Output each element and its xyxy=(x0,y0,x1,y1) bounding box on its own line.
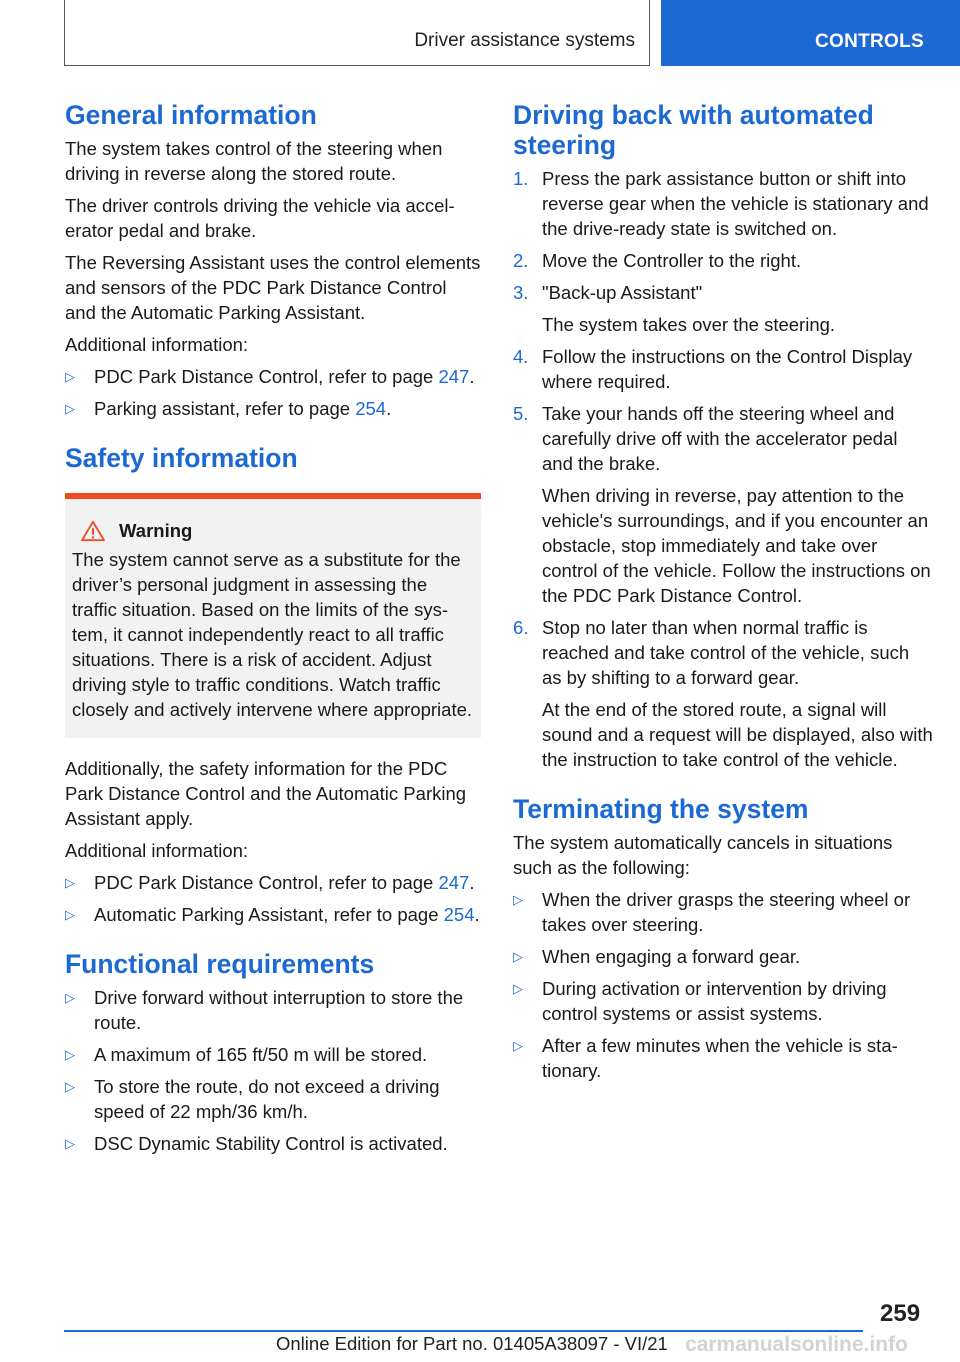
step-number: 3. xyxy=(513,282,529,303)
list-item-text: PDC Park Distance Control, refer to page xyxy=(94,872,439,893)
general-paragraph-3: The Reversing Assistant uses the control elements and sensors of the PDC Park Distance Control and the Automatic Parking Assistant. xyxy=(65,252,481,323)
page-link-247[interactable]: 247 xyxy=(438,872,470,893)
step-number: 5. xyxy=(513,403,529,424)
terminating-bullet-list xyxy=(513,887,933,1083)
triangle-right-outline-icon: ▷ xyxy=(513,949,523,964)
general-paragraph-2: The driver controls driving the vehicle via accelerator pedal and brake. xyxy=(65,195,455,241)
driving-back-heading: Driving back with automated steering xyxy=(513,100,874,160)
step-subtext: The system takes over the steering. xyxy=(542,314,836,335)
triangle-right-outline-icon: ▷ xyxy=(65,907,75,922)
terminating-paragraph: The system automatically cancels in situations such as the following: xyxy=(513,832,893,878)
list-item xyxy=(65,364,481,389)
triangle-right-outline-icon: ▷ xyxy=(513,981,523,996)
list-item-text: DSC Dynamic Stability Control is activated. xyxy=(94,1133,448,1154)
step-text: Take your hands off the steering wheel and carefully drive off with the accelerator pedal and the brake. xyxy=(542,403,898,474)
triangle-right-outline-icon: ▷ xyxy=(65,369,75,384)
list-item xyxy=(513,344,933,394)
step-text: Move the Controller to the right. xyxy=(542,250,802,271)
step-number: 6. xyxy=(513,617,529,638)
list-item xyxy=(513,248,933,273)
driving-steps-list xyxy=(513,166,933,772)
triangle-right-outline-icon: ▷ xyxy=(65,1047,75,1062)
step-number: 2. xyxy=(513,250,529,271)
header-chapter-title: CONTROLS xyxy=(815,31,925,52)
list-item xyxy=(65,1074,481,1124)
functional-requirements-heading: Functional requirements xyxy=(65,949,375,979)
terminating-system-heading: Terminating the system xyxy=(513,794,809,824)
step-text: Stop no later than when normal traffic is reached and take control of the vehicle, such as by shifting to a forward gear. xyxy=(542,617,910,688)
list-item xyxy=(65,1042,481,1067)
list-item xyxy=(513,280,933,337)
list-item xyxy=(513,401,933,608)
list-item xyxy=(65,985,481,1035)
list-item-text: Parking assistant, refer to page xyxy=(94,398,356,419)
header-section-box xyxy=(64,0,650,66)
list-item-text: To store the route, do not exceed a driving speed of 22 mph/36 km/h. xyxy=(94,1076,440,1122)
triangle-right-outline-icon: ▷ xyxy=(65,875,75,890)
list-item xyxy=(513,887,933,937)
step-number: 1. xyxy=(513,168,529,189)
footer-divider xyxy=(64,1330,863,1332)
safety-paragraph-2: Additional information: xyxy=(65,840,249,861)
triangle-right-outline-icon: ▷ xyxy=(65,990,75,1005)
step-text: Follow the instructions on the Control Display where required. xyxy=(542,346,913,392)
safety-paragraph-1: Additionally, the safety information for the PDC Park Distance Control and the Automatic Parking Assistant apply. xyxy=(65,758,467,829)
step-text: Press the park assistance button or shift into reverse gear when the vehicle is stationary and the drive-ready state is switched on. xyxy=(542,168,929,239)
triangle-right-outline-icon: ▷ xyxy=(513,892,523,907)
warning-title-row xyxy=(72,519,474,543)
left-column xyxy=(65,100,481,1163)
warning-triangle-icon xyxy=(79,520,107,542)
list-item-text: Automatic Parking Assistant, refer to page xyxy=(94,904,444,925)
warning-box xyxy=(65,493,481,738)
list-item xyxy=(513,1033,933,1083)
footer-edition: Online Edition for Part no. 01405A38097 - VI/21 xyxy=(276,1333,668,1354)
list-item-text: A maximum of 165 ft/50 m will be stored. xyxy=(94,1044,428,1065)
general-bullet-list xyxy=(65,364,481,421)
list-item xyxy=(65,1131,481,1156)
warning-text: The system cannot serve as a substitute for the driver’s personal judgment in assessing the traffic situation. Based on the limits of the system, it cannot independently react to all traffic situations. There is a risk of accident. Adjust driving style to traffic conditions. Watch traffic closely and actively intervene where appropriate. xyxy=(72,549,473,720)
step-number: 4. xyxy=(513,346,529,367)
general-information-heading: General information xyxy=(65,100,317,130)
page-link-254[interactable]: 254 xyxy=(355,398,387,419)
list-item-text: During activation or intervention by driving control systems or assist systems. xyxy=(542,978,887,1024)
list-item xyxy=(65,870,481,895)
list-item-end: . xyxy=(386,398,392,419)
triangle-right-outline-icon: ▷ xyxy=(513,1038,523,1053)
watermark: carmanualsonline.info xyxy=(685,1333,908,1356)
header-section-title: Driver assistance systems xyxy=(414,30,635,51)
triangle-right-outline-icon: ▷ xyxy=(65,401,75,416)
safety-information-heading: Safety information xyxy=(65,443,298,473)
list-item-text: When engaging a forward gear. xyxy=(542,946,801,967)
page-link-247[interactable]: 247 xyxy=(438,366,470,387)
safety-bullet-list xyxy=(65,870,481,927)
list-item xyxy=(65,902,481,927)
header-chapter-tab xyxy=(661,0,960,66)
list-item-text: After a few minutes when the vehicle is stationary. xyxy=(542,1035,898,1081)
step-subtext: When driving in reverse, pay attention to the vehicle's surroundings, and if you encounter an obstacle, stop immediately and take over control of the vehicle. Follow the instructions on the PDC Park Distance Control. xyxy=(542,485,931,606)
list-item xyxy=(513,615,933,772)
list-item-end: . xyxy=(469,872,475,893)
list-item xyxy=(513,976,933,1026)
triangle-right-outline-icon: ▷ xyxy=(65,1136,75,1151)
list-item xyxy=(65,396,481,421)
list-item-text: When the driver grasps the steering wheel or takes over steering. xyxy=(542,889,911,935)
list-item xyxy=(513,944,933,969)
right-column xyxy=(513,100,933,1090)
step-text: "Back-up Assistant" xyxy=(542,282,703,303)
list-item xyxy=(513,166,933,241)
requirements-bullet-list xyxy=(65,985,481,1156)
warning-title: Warning xyxy=(119,520,193,541)
triangle-right-outline-icon: ▷ xyxy=(65,1079,75,1094)
general-paragraph-4: Additional information: xyxy=(65,334,249,355)
list-item-end: . xyxy=(469,366,475,387)
list-item-text: PDC Park Distance Control, refer to page xyxy=(94,366,439,387)
page-link-254[interactable]: 254 xyxy=(443,904,475,925)
list-item-text: Drive forward without interruption to store the route. xyxy=(94,987,464,1033)
general-paragraph-1: The system takes control of the steering when driving in reverse along the stored route. xyxy=(65,138,443,184)
step-subtext: At the end of the stored route, a signal will sound and a request will be displayed, also with the instruction to take control of the vehicle. xyxy=(542,699,933,770)
list-item-end: . xyxy=(474,904,480,925)
page-number: 259 xyxy=(880,1300,921,1327)
